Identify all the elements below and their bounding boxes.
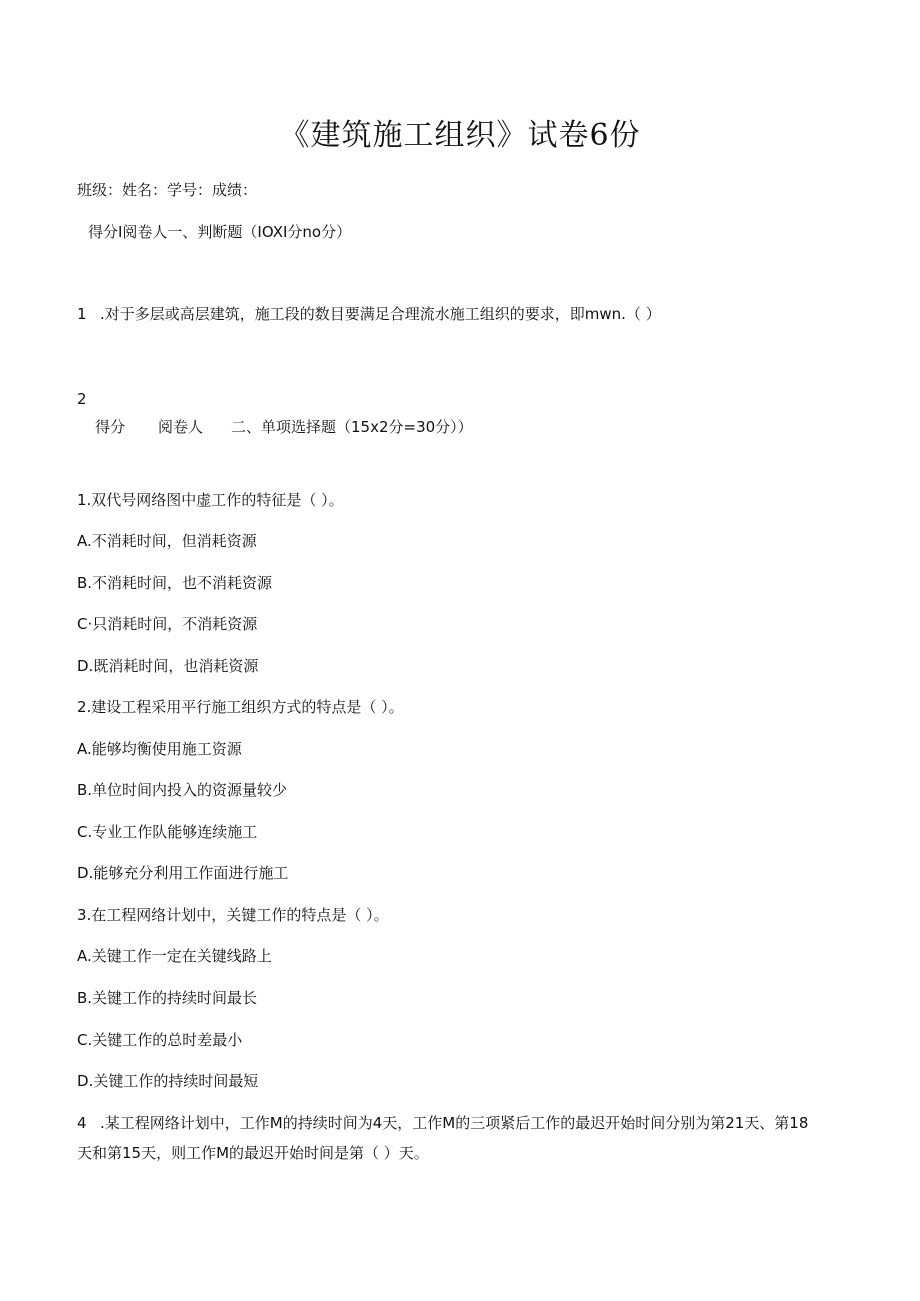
judgment-question-1-text: .对于多层或高层建筑，施工段的数目要满足合理流水施工组织的要求，即mwn.（ ）: [100, 305, 661, 323]
choice-question-2-stem: 2.建设工程采用平行施工组织方式的特点是（ ）。: [77, 698, 404, 716]
section2-reviewer-label: 阅卷人: [158, 418, 204, 436]
student-info-line: 班级：姓名：学号：成绩：: [77, 181, 258, 199]
choice-question-4-stem-line1: .某工程网络计划中，工作M的持续时间为4天，工作M的三项紧后工作的最迟开始时间分别为第21天、第18: [100, 1114, 809, 1132]
section2-title: 二、单项选择题（15x2分=30分））: [231, 418, 473, 436]
choice-question-1-option-b: B.不消耗时间，也不消耗资源: [77, 574, 273, 592]
section2-score-label: 得分: [95, 418, 126, 436]
choice-question-4-number: 4: [77, 1114, 87, 1132]
choice-question-3-stem: 3.在工程网络计划中，关键工作的特点是（ ）。: [77, 906, 389, 924]
choice-question-3-option-c: C.关键工作的总时差最小: [77, 1031, 243, 1049]
choice-question-3-option-a: A.关键工作一定在关键线路上: [77, 947, 272, 965]
choice-question-2-option-c: C.专业工作队能够连续施工: [77, 823, 258, 841]
section1-header: 得分I阅卷人一、判断题（IOXI分no分）: [88, 223, 352, 241]
choice-question-1-option-d: D.既消耗时间，也消耗资源: [77, 657, 259, 675]
choice-question-2-option-d: D.能够充分利用工作面进行施工: [77, 864, 289, 882]
judgment-question-1-number: 1: [77, 305, 87, 323]
choice-question-1-option-c: C·只消耗时间，不消耗资源: [77, 615, 258, 633]
page-title: 《建筑施工组织》试卷6份: [279, 118, 641, 153]
choice-question-3-option-b: B.关键工作的持续时间最长: [77, 989, 258, 1007]
choice-question-2-option-a: A.能够均衡使用施工资源: [77, 740, 242, 758]
choice-question-1-stem: 1.双代号网络图中虚工作的特征是（ ）。: [77, 491, 344, 509]
choice-question-1-option-a: A.不消耗时间，但消耗资源: [77, 532, 257, 550]
choice-question-4-stem-line2: 天和第15天，则工作M的最迟开始时间是第（ ）天。: [77, 1144, 429, 1162]
choice-question-3-option-d: D.关键工作的持续时间最短: [77, 1072, 259, 1090]
choice-question-2-option-b: B.单位时间内投入的资源量较少: [77, 781, 288, 799]
judgment-question-2-number: 2: [77, 390, 87, 408]
